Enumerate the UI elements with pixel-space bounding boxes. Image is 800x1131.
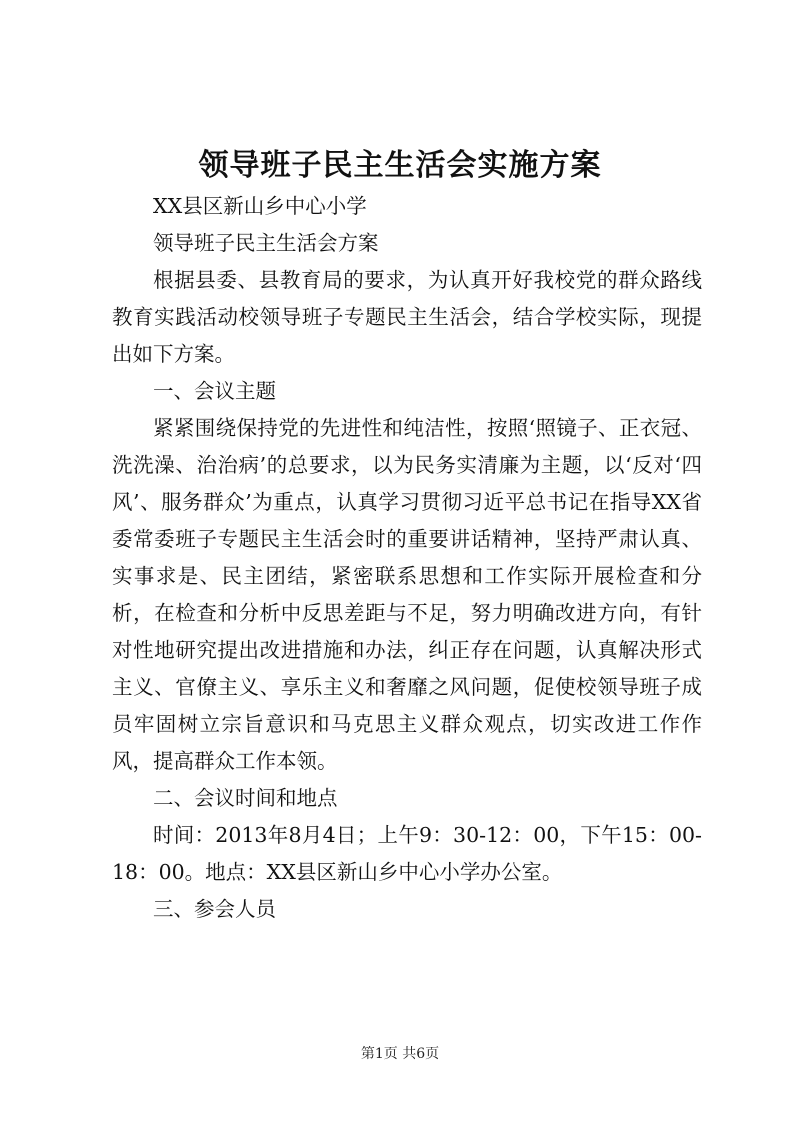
document-title: 领导班子民主生活会实施方案 <box>198 148 602 183</box>
time-place-paragraph: 时间：2013年8月4日；上午9：30-12：00，下午15：00-18：00。地点：XX县区新山乡中心小学办公室。 <box>112 823 702 884</box>
document-body <box>112 188 702 928</box>
plan-subtitle: 领导班子民主生活会方案 <box>153 231 379 255</box>
section-heading-time-place: 二、会议时间和地点 <box>153 786 338 810</box>
school-name: XX县区新山乡中心小学 <box>153 194 367 218</box>
section-heading-attendees: 三、参会人员 <box>153 897 276 921</box>
intro-paragraph: 根据县委、县教育局的要求，为认真开好我校党的群众路线教育实践活动校领导班子专题民主生活会，结合学校实际，现提出如下方案。 <box>112 268 702 366</box>
topic-paragraph: 紧紧围绕保持党的先进性和纯洁性，按照‘照镜子、正衣冠、洗洗澡、治治病’的总要求，以为民务实清廉为主题，以‘反对‘四风’、服务群众’为重点，认真学习贯彻习近平总书记在指导XX省委常委班子专题民主生活会时的重要讲话精神，坚持严肃认真、实事求是、民主团结，紧密联系思想和工作实际开展检查和分析，在检查和分析中反思差距与不足，努力明确改进方向，有针对性地研究提出改进措施和办法，纠正存在问题，认真解决形式主义、官僚主义、享乐主义和奢靡之风问题，促使校领导班子成员牢固树立宗旨意识和马克思主义群众观点，切实改进工作作风，提高群众工作本领。 <box>112 416 702 773</box>
page-number-footer: 第1页 共6页 <box>360 1046 440 1062</box>
section-heading-topic: 一、会议主题 <box>153 379 276 403</box>
